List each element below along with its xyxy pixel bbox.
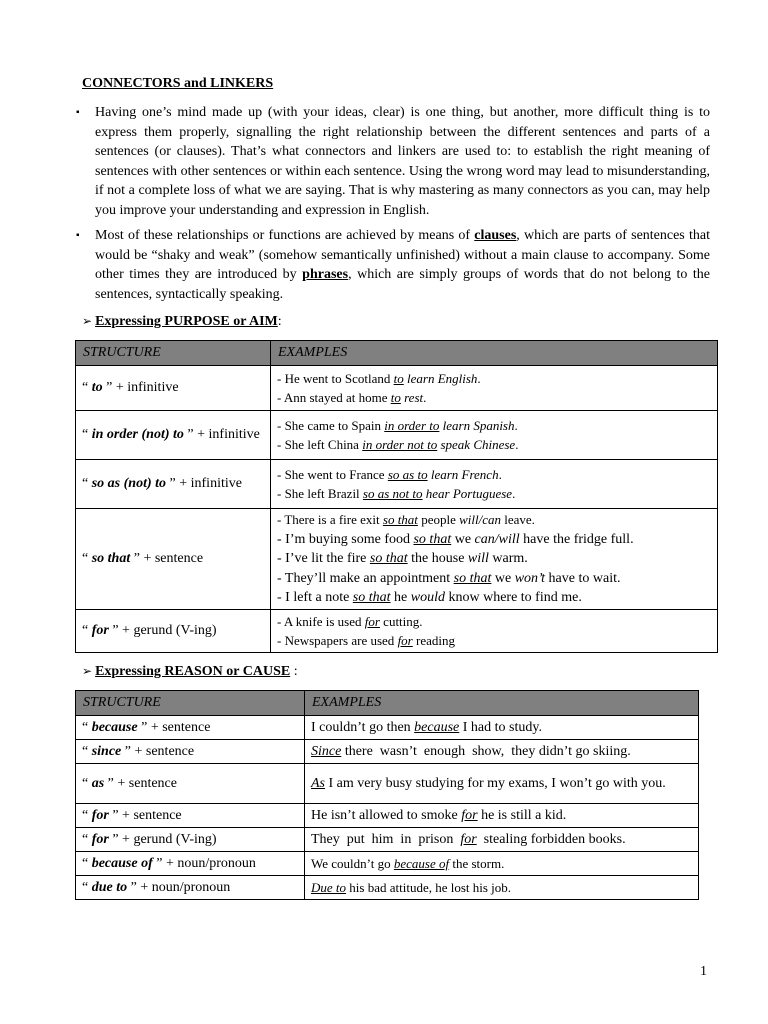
example-cell [305,876,699,900]
column-header-examples: EXAMPLES [271,341,718,366]
text-run: know where to find me. [444,590,582,605]
examples-cell [271,411,718,460]
section-reason-heading [82,664,298,680]
text-run: I had to study. [459,719,542,735]
connector-keyword: as [91,775,105,791]
text-run: people [417,512,460,527]
structure-cell [76,828,305,852]
example-cell [305,716,699,740]
modal-verb: can/will [474,531,520,547]
column-header-structure: STRUCTURE [76,691,305,716]
section-heading-tail: : [277,314,282,329]
text-run: . [498,467,502,482]
text-run: we [451,531,475,547]
quote-open: “ [82,550,92,566]
text-run: . [423,390,427,405]
connector-highlight: As [311,776,325,791]
structure-cell [76,366,271,411]
paragraph-text: Having one’s mind made up (with your ideas, clear) is one thing, but another, more difficult thing is to express them properly, signalling the right relationship between the different sentences and parts of a sentences (or clauses). That’s what connectors and linkers are used to: to establish the right meaning of sentences with other sentences or within each sentence. Using the wrong word may lead to misunderstanding, if not a complete loss of what we are saying. That is why mastering as many connectors as you can, may help you improve your understanding and expression in English. [95,105,710,218]
structure-tail: ” + sentence [137,719,211,735]
quote-open: “ [82,807,92,823]
connector-keyword: in order (not) to [91,427,184,442]
text-run: Most of these relationships or functions are achieved by means of [95,228,475,243]
table-row [76,852,699,876]
example-cell [305,804,699,828]
connector-keyword: so as (not) to [91,476,167,491]
term-clauses: clauses [474,228,517,243]
connector-highlight: so as not to [362,486,423,501]
example-cell [305,828,699,852]
structure-tail: ” + infinitive [183,427,260,442]
example-line [277,549,711,569]
text-run: - There is a fire exit [277,512,383,527]
text-run: have the fridge full. [519,531,634,547]
connector-highlight: to [393,371,404,386]
text-run: I am very busy studying for my exams, I won’t go with you. [325,776,666,791]
example-line [277,588,711,608]
connector-highlight: for [364,613,380,629]
connector-keyword: to [91,380,103,395]
text-run: we [491,570,515,586]
example-cell [305,740,699,764]
text-run: - She went to France [277,467,388,482]
example-line [277,569,711,589]
table-row [76,764,699,804]
example-line [277,612,711,631]
connector-highlight: Since [311,743,342,759]
text-run: They put him in prison [311,831,461,847]
connector-keyword: because of [91,855,153,871]
table-header-row [76,341,718,366]
text-run: . [515,437,519,452]
page-number: 1 [700,964,707,979]
connector-highlight: for [460,831,477,847]
quote-open: “ [82,855,92,871]
modal-verb: will [467,551,489,566]
text-run: He isn’t allowed to smoke [311,807,462,823]
quote-open: “ [82,879,92,895]
text-run: there wasn’t enough show, they didn’t go skiing. [341,743,631,759]
text-run: - I’ve lit the fire [277,551,370,566]
example-line [277,388,711,407]
text-run: , which are parts of sentences that would be “shaky and weak” (somehow semantically unfinished) without a main clause to accompany. Some other times they are introduced by [95,228,710,282]
text-run: - They’ll make an appointment [277,570,454,586]
text-run: hear Portuguese [422,486,513,501]
quote-open: “ [82,719,92,735]
connector-highlight: so that [369,551,408,566]
table-row [76,411,718,460]
quote-open: “ [82,380,92,395]
text-run: his bad attitude, he lost his job. [346,879,512,895]
example-line [277,465,711,484]
connector-keyword: for [91,622,109,638]
structure-tail: ” + sentence [104,775,177,791]
text-run: the storm. [449,855,505,871]
text-run: rest [400,390,424,405]
structure-cell [76,716,305,740]
structure-tail: ” + sentence [121,743,195,759]
bullet-square-icon: ▪ [76,230,80,241]
document-title: CONNECTORS and LINKERS [82,76,274,91]
section-purpose-heading [82,314,282,330]
text-run: - Ann stayed at home [277,390,391,405]
column-header-structure: STRUCTURE [76,341,271,366]
text-run: warm. [488,551,528,566]
section-heading-tail: : [290,664,298,679]
text-run: stealing forbidden books. [476,831,626,847]
example-line [277,416,711,435]
bullet-square-icon: ▪ [76,107,80,118]
structure-cell [76,804,305,828]
example-line [277,510,711,530]
purpose-table [75,340,718,653]
text-run: We couldn’t go [311,855,394,871]
text-run: . [477,371,481,386]
table-row [76,876,699,900]
connector-keyword: for [91,831,109,847]
modal-verb: will/can [459,512,501,527]
structure-cell [76,764,305,804]
connector-highlight: in order to [384,418,440,433]
text-run: - I left a note [277,590,353,605]
text-run: learn Spanish [439,418,515,433]
table-row [76,366,718,411]
example-line [277,530,711,550]
example-line [277,369,711,388]
table-row [76,804,699,828]
connector-highlight: so that [382,512,418,527]
table-row [76,609,718,652]
text-run: he [390,590,411,605]
structure-tail: ” + gerund (V-ing) [108,622,217,638]
structure-tail: ” + sentence [108,807,182,823]
structure-cell [76,876,305,900]
text-run: the house [407,551,468,566]
quote-open: “ [82,775,92,791]
connector-keyword: since [91,743,122,759]
text-run: . [512,486,516,501]
example-line [277,631,711,650]
reason-table [75,690,699,900]
text-run: - He went to Scotland [277,371,394,386]
text-run: I couldn’t go then [311,719,415,735]
table-row [76,460,718,509]
structure-tail: ” + gerund (V-ing) [108,831,217,847]
examples-cell [271,509,718,610]
section-heading-text: Expressing REASON or CAUSE [95,664,291,679]
connector-highlight: in order not to [362,437,438,452]
structure-tail: ” + sentence [130,550,204,566]
text-run: - A knife is used [277,613,365,629]
connector-keyword: due to [91,879,128,895]
table-row [76,828,699,852]
connector-highlight: Due to [311,879,347,895]
structure-cell [76,852,305,876]
text-run: - Newspapers are used [277,632,398,648]
connector-highlight: so as to [387,467,428,482]
connector-highlight: to [390,390,401,405]
text-run: , which are simply groups of words that do not belong to the sentences, syntactically speaking. [95,267,710,302]
structure-cell [76,509,271,610]
quote-open: “ [82,622,92,638]
arrow-bullet-icon: ➢ [82,314,93,328]
text-run: reading [412,632,455,648]
intro-paragraph-2 [76,226,710,304]
paragraph-text [95,226,710,304]
connector-highlight: because [414,719,460,735]
text-run: . [514,418,518,433]
connector-highlight: so that [352,590,391,605]
text-run: - I’m buying some food [277,531,414,547]
quote-open: “ [82,831,92,847]
connector-keyword: so that [91,550,131,566]
text-run: he is still a kid. [477,807,567,823]
structure-cell [76,740,305,764]
structure-tail: ” + noun/pronoun [152,855,256,871]
examples-cell [271,460,718,509]
structure-tail: ” + infinitive [102,380,179,395]
intro-paragraph-1 [76,103,710,220]
structure-tail: ” + noun/pronoun [127,879,231,895]
connector-keyword: for [91,807,109,823]
text-run: learn English [403,371,478,386]
table-row [76,509,718,610]
example-cell [305,764,699,804]
modal-verb: won’t [514,570,546,586]
example-cell [305,852,699,876]
structure-cell [76,411,271,460]
quote-open: “ [82,476,92,491]
text-run: - She left China [277,437,363,452]
text-run: learn French [427,467,499,482]
text-run: speak Chinese [437,437,516,452]
column-header-examples: EXAMPLES [305,691,699,716]
arrow-bullet-icon: ➢ [82,664,93,678]
connector-highlight: so that [453,570,492,586]
example-line [277,484,711,503]
table-row [76,740,699,764]
text-run: cutting. [379,613,423,629]
text-run: leave. [500,512,535,527]
structure-tail: ” + infinitive [166,476,242,491]
text-run: have to wait. [545,570,621,586]
table-header-row [76,691,699,716]
examples-cell [271,366,718,411]
example-line [277,435,711,454]
connector-highlight: for [397,632,413,648]
connector-highlight: because of [393,855,450,871]
text-run: - She came to Spain [277,418,385,433]
quote-open: “ [82,427,92,442]
structure-cell [76,460,271,509]
modal-verb: would [410,590,445,605]
connector-highlight: for [461,807,478,823]
table-row [76,716,699,740]
section-heading-text: Expressing PURPOSE or AIM [95,314,278,329]
connector-highlight: so that [413,531,452,547]
connector-keyword: because [91,719,138,735]
examples-cell [271,609,718,652]
quote-open: “ [82,743,92,759]
term-phrases: phrases [302,267,349,282]
text-run: - She left Brazil [277,486,363,501]
structure-cell [76,609,271,652]
